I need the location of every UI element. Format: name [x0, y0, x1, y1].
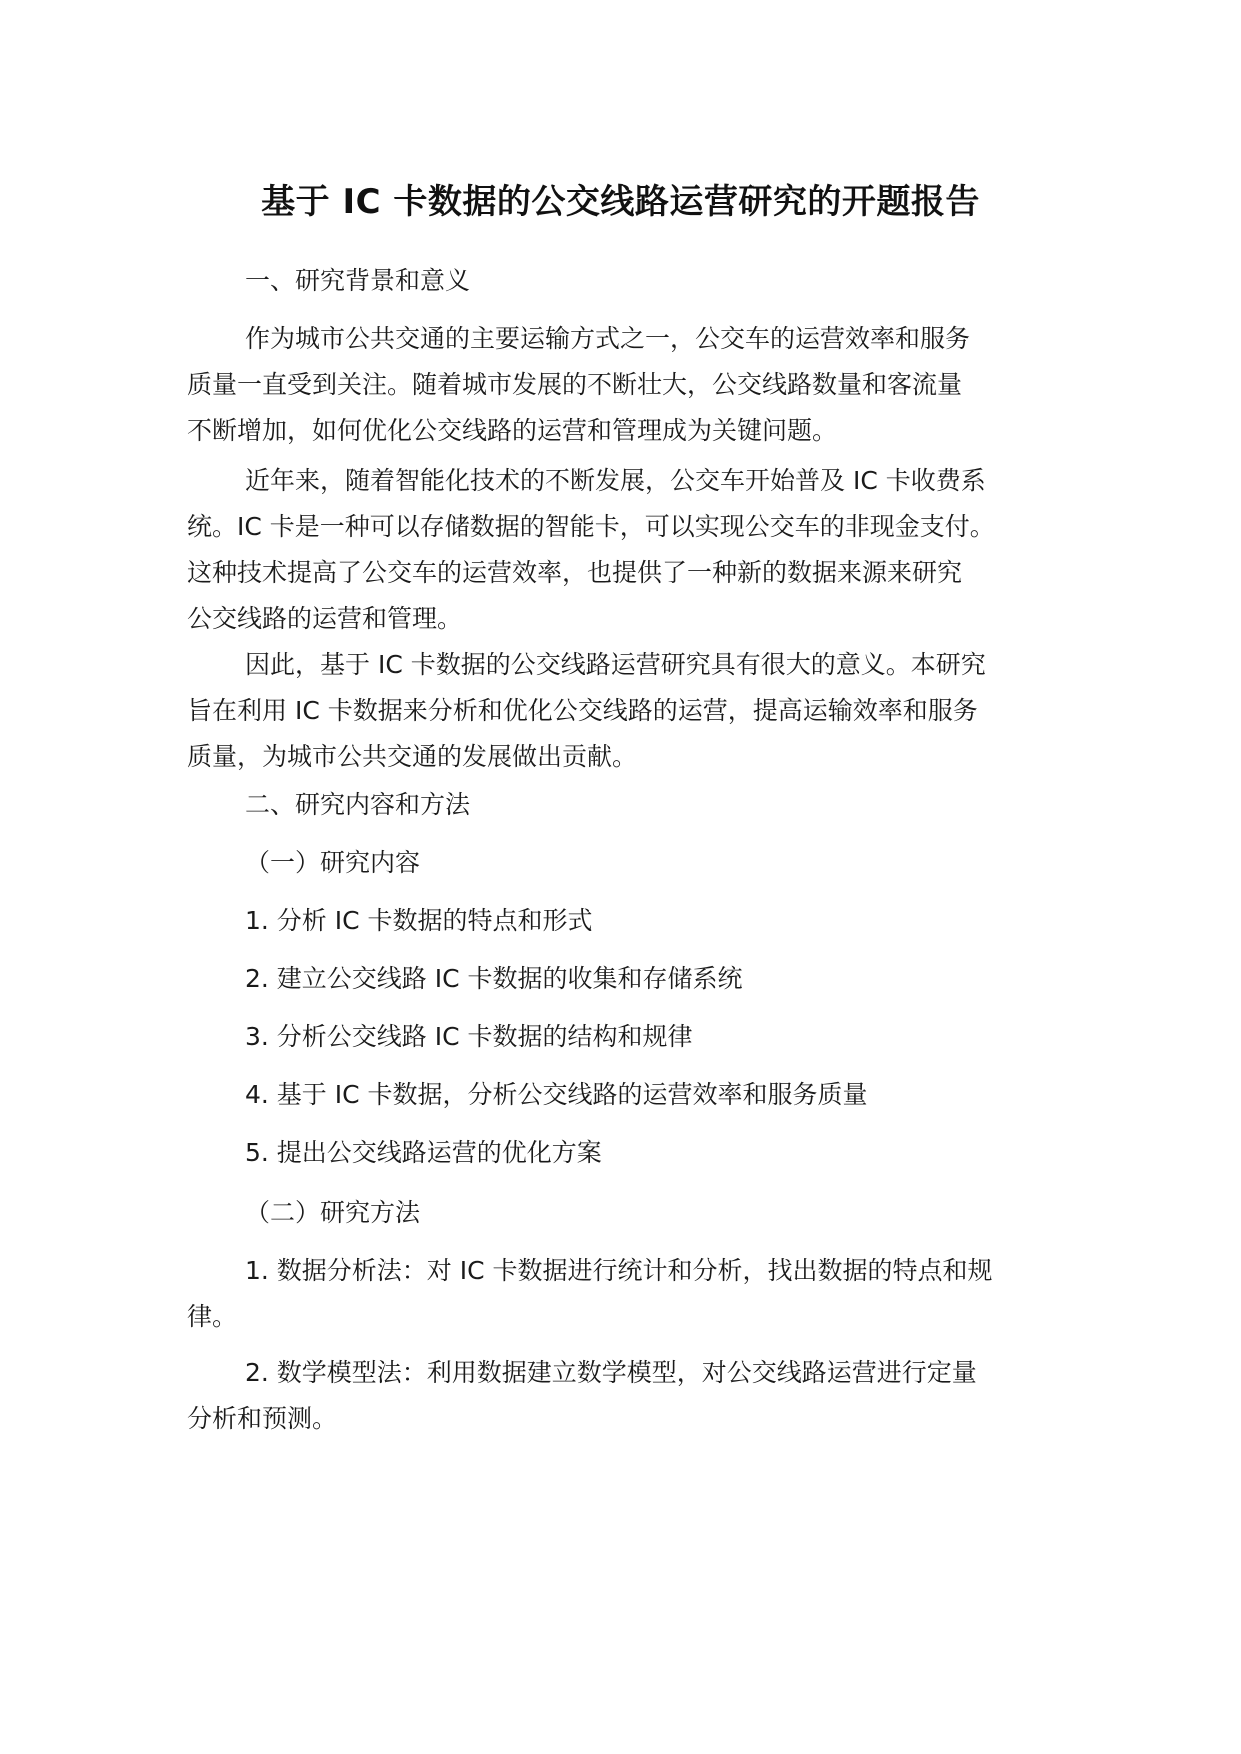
list-item: 5. 提出公交线路运营的优化方案: [245, 1138, 602, 1167]
subsection-heading: （一）研究内容: [245, 848, 421, 877]
paragraph-line: 因此，基于 IC 卡数据的公交线路运营研究具有很大的意义。本研究: [245, 650, 986, 679]
content-item-4: [187, 1072, 1067, 1118]
content-item-1: [187, 898, 1067, 944]
content-item-2: [187, 956, 1067, 1002]
paragraph-line: 近年来，随着智能化技术的不断发展，公交车开始普及 IC 卡收费系: [245, 466, 986, 495]
paragraph-line: 分析和预测。: [187, 1404, 338, 1433]
section-heading-background: [187, 258, 1067, 304]
paragraph-line: 律。: [187, 1302, 238, 1331]
paragraph-significance: [187, 642, 1067, 780]
subsection-heading: （二）研究方法: [245, 1198, 421, 1227]
section-heading-methods: [187, 782, 1067, 828]
content-item-5: [187, 1130, 1067, 1176]
list-item: 4. 基于 IC 卡数据，分析公交线路的运营效率和服务质量: [245, 1080, 868, 1109]
document-title: 基于 IC 卡数据的公交线路运营研究的开题报告: [261, 182, 980, 222]
list-item: 1. 分析 IC 卡数据的特点和形式: [245, 906, 593, 935]
section-heading: 一、研究背景和意义: [245, 266, 471, 295]
paragraph-line: 统。IC 卡是一种可以存储数据的智能卡，可以实现公交车的非现金支付。: [187, 512, 995, 541]
paragraph-line: 不断增加，如何优化公交线路的运营和管理成为关键问题。: [187, 416, 838, 445]
subsection-heading-methods: [187, 1190, 1067, 1236]
subsection-heading-content: [187, 840, 1067, 886]
paragraph-line: 这种技术提高了公交车的运营效率，也提供了一种新的数据来源来研究: [187, 558, 963, 587]
list-item: 2. 建立公交线路 IC 卡数据的收集和存储系统: [245, 964, 743, 993]
paragraph-line: 公交线路的运营和管理。: [187, 604, 463, 633]
paragraph-line: 1. 数据分析法：对 IC 卡数据进行统计和分析，找出数据的特点和规: [245, 1256, 993, 1285]
method-item-1: [187, 1248, 1067, 1340]
paragraph-line: 2. 数学模型法：利用数据建立数学模型，对公交线路运营进行定量: [245, 1358, 977, 1387]
list-item: 3. 分析公交线路 IC 卡数据的结构和规律: [245, 1022, 693, 1051]
paragraph-technology: [187, 458, 1067, 642]
paragraph-line: 质量，为城市公共交通的发展做出贡献。: [187, 742, 638, 771]
content-item-3: [187, 1014, 1067, 1060]
paragraph-line: 作为城市公共交通的主要运输方式之一，公交车的运营效率和服务: [245, 324, 971, 353]
section-heading: 二、研究内容和方法: [245, 790, 471, 819]
paragraph-line: 质量一直受到关注。随着城市发展的不断壮大，公交线路数量和客流量: [187, 370, 963, 399]
paragraph-line: 旨在利用 IC 卡数据来分析和优化公交线路的运营，提高运输效率和服务: [187, 696, 978, 725]
method-item-2: [187, 1350, 1067, 1442]
paragraph-background: [187, 316, 1067, 454]
